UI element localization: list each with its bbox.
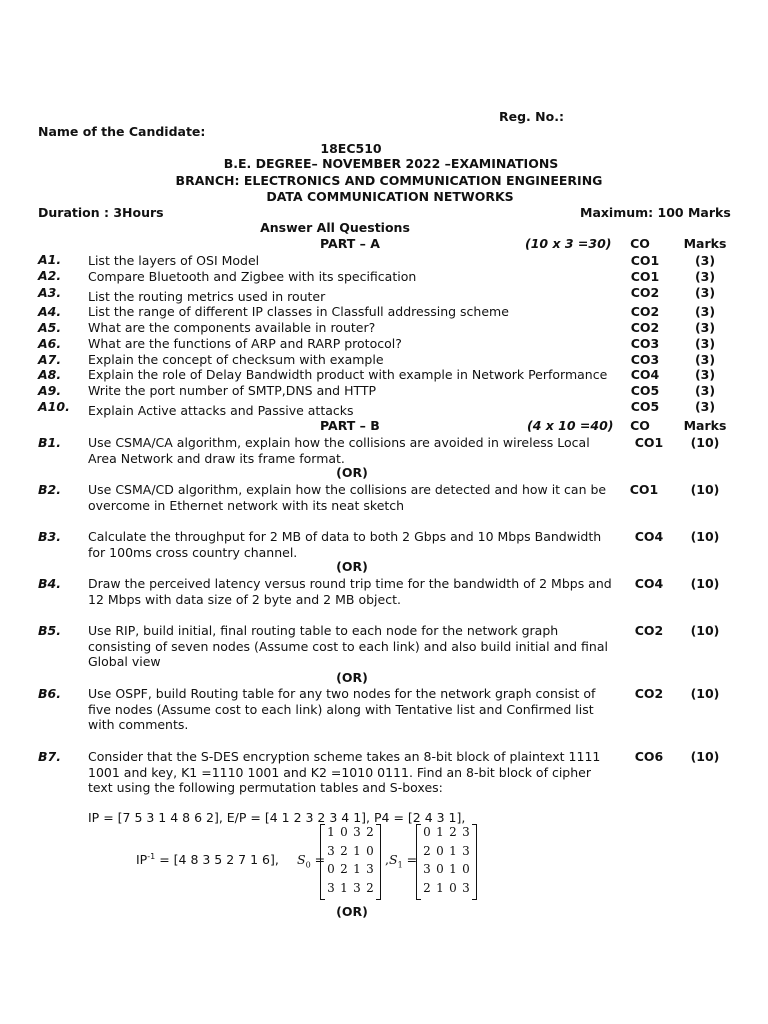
matrix-cell: 1 — [353, 862, 361, 876]
ip-inverse-sup: -1 — [147, 852, 156, 861]
question-marks: (3) — [694, 269, 716, 284]
question-text: Compare Bluetooth and Zigbee with its specification — [88, 269, 417, 284]
question-number: B4. — [38, 576, 61, 591]
question-co: CO6 — [634, 749, 664, 764]
question-number: A7. — [38, 352, 62, 367]
matrix-cell: 2 — [366, 880, 374, 895]
matrix-cell: 3 — [462, 843, 470, 858]
question-marks: (3) — [694, 336, 716, 351]
course-code: 18EC510 — [320, 141, 382, 156]
question-text: Explain the concept of checksum with example — [88, 352, 384, 367]
question-number: A5. — [38, 320, 62, 335]
question-text: List the layers of OSI Model — [88, 253, 260, 268]
matrix-cell: 0 — [423, 825, 431, 839]
question-marks: (10) — [690, 529, 720, 544]
matrix-cell: 3 — [462, 825, 470, 839]
ip-inverse-value: = [4 8 3 5 2 7 1 6], — [159, 852, 279, 868]
question-number: A10. — [38, 399, 70, 414]
question-line: Area Network and draw its frame format. — [88, 450, 345, 466]
exam-title: B.E. DEGREE– NOVEMBER 2022 –EXAMINATIONS — [223, 156, 559, 171]
instruction: Answer All Questions — [260, 220, 410, 235]
matrix-cell: 0 — [449, 880, 457, 895]
matrix-cell: 2 — [423, 880, 431, 895]
question-co: CO5 — [630, 383, 660, 398]
question-text: Explain Active attacks and Passive attacks — [88, 403, 354, 418]
question-line: text using the following permutation tables and S-boxes: — [88, 780, 443, 795]
question-line: Draw the perceived latency versus round trip time for the bandwidth of 2 Mbps and — [88, 576, 612, 591]
question-co: CO2 — [634, 623, 664, 638]
or-separator: (OR) — [336, 559, 368, 574]
part-b-scheme: (4 x 10 =40) — [527, 418, 614, 433]
question-line: for 100ms cross country channel. — [88, 544, 298, 560]
question-line: Calculate the throughput for 2 MB of data to both 2 Gbps and 10 Mbps Bandwidth — [88, 529, 602, 544]
question-marks: (10) — [690, 686, 720, 701]
question-text — [88, 482, 618, 513]
question-number: B7. — [38, 749, 61, 764]
matrix-cell: 1 — [436, 880, 444, 895]
s0-subscript: 0 — [305, 860, 311, 870]
question-marks: (10) — [690, 576, 720, 591]
matrix-cell: 0 — [327, 862, 335, 876]
question-marks: (3) — [694, 383, 716, 398]
question-marks: (10) — [690, 435, 720, 450]
subject-title: DATA COMMUNICATION NETWORKS — [266, 189, 514, 204]
matrix-cell: 0 — [436, 843, 444, 858]
question-co: CO1 — [630, 253, 660, 268]
or-separator: (OR) — [336, 465, 368, 480]
question-text — [88, 435, 618, 466]
question-number: A4. — [38, 304, 62, 319]
question-line: Use RIP, build initial, final routing table to each node for the network graph — [88, 623, 559, 638]
ip-inverse — [136, 852, 279, 867]
part-b-marks-header: Marks — [683, 418, 727, 433]
question-marks: (3) — [694, 367, 716, 382]
matrix-cell: 3 — [353, 880, 361, 895]
question-co: CO3 — [630, 352, 660, 367]
part-a-co-header: CO — [630, 236, 650, 251]
matrix-cell: 1 — [327, 825, 335, 839]
question-marks: (3) — [694, 320, 716, 335]
s1-letter: S — [388, 852, 398, 867]
question-marks: (10) — [690, 623, 720, 638]
matrix-cell: 1 — [449, 862, 457, 876]
question-text — [88, 529, 618, 560]
question-text: Explain the role of Delay Bandwidth product with example in Network Performance — [88, 367, 608, 382]
matrix-cell: 3 — [353, 825, 361, 839]
question-text: List the routing metrics used in router — [88, 289, 326, 304]
question-text: What are the functions of ARP and RARP protocol? — [88, 336, 402, 351]
duration: Duration : 3Hours — [38, 205, 164, 220]
s1-subscript: 1 — [397, 860, 403, 870]
question-co: CO4 — [634, 576, 664, 591]
question-line: consisting of seven nodes (Assume cost to each link) and also build initial and final — [88, 638, 608, 654]
question-text — [88, 576, 618, 607]
question-marks: (3) — [694, 253, 716, 268]
question-number: A2. — [38, 268, 62, 283]
matrix-cell: 1 — [436, 825, 444, 839]
part-b-co-header: CO — [630, 418, 650, 433]
s1-matrix — [416, 824, 478, 900]
question-number: A6. — [38, 336, 62, 351]
matrix-cell: 3 — [423, 862, 431, 876]
question-co: CO2 — [630, 304, 660, 319]
matrix-cell: 3 — [327, 843, 335, 858]
part-a-marks-header: Marks — [683, 236, 727, 251]
question-marks: (3) — [694, 304, 716, 319]
question-number: A8. — [38, 367, 62, 382]
question-marks: (3) — [694, 285, 716, 300]
matrix-cell: 1 — [353, 843, 361, 858]
matrix-cell: 2 — [423, 843, 431, 858]
question-text — [88, 686, 618, 733]
s0-label: $S_0$ = — [297, 852, 326, 870]
matrix-cell: 1 — [449, 843, 457, 858]
question-co: CO1 — [629, 482, 659, 497]
matrix-cell: 1 — [340, 880, 348, 895]
question-number: A1. — [38, 252, 62, 267]
question-co: CO2 — [630, 285, 660, 300]
question-co: CO1 — [630, 269, 660, 284]
question-line: five nodes (Assume cost to each link) along with Tentative list and Confirmed list — [88, 701, 594, 717]
question-line: with comments. — [88, 717, 189, 732]
permutation-line: IP = [7 5 3 1 4 8 6 2], E/P = [4 1 2 3 2 3 4 1], P4 = [2 4 3 1], — [88, 810, 466, 825]
question-line: overcome in Ethernet network with its neat sketch — [88, 497, 405, 513]
question-text — [88, 749, 618, 796]
question-co: CO5 — [630, 399, 660, 414]
max-marks: Maximum: 100 Marks — [580, 205, 731, 220]
question-line: Global view — [88, 654, 161, 669]
part-a-title: PART – A — [320, 236, 380, 251]
question-number: B5. — [38, 623, 61, 638]
or-separator: (OR) — [336, 904, 368, 919]
question-text: Write the port number of SMTP,DNS and HTTP — [88, 383, 377, 398]
candidate-name-label: Name of the Candidate: — [38, 124, 206, 139]
question-number: A9. — [38, 383, 62, 398]
matrix-cell: 2 — [366, 825, 374, 839]
question-line: Use CSMA/CD algorithm, explain how the collisions are detected and how it can be — [88, 482, 607, 497]
question-line: Consider that the S-DES encryption scheme takes an 8-bit block of plaintext 1111 — [88, 749, 601, 764]
ip-inverse-label: IP — [136, 852, 148, 868]
matrix-cell: 0 — [462, 862, 470, 876]
question-number: A3. — [38, 285, 62, 300]
question-co: CO2 — [634, 686, 664, 701]
part-b-title: PART – B — [320, 418, 380, 433]
question-marks: (10) — [690, 749, 720, 764]
question-line: Use OSPF, build Routing table for any two nodes for the network graph consist of — [88, 686, 596, 701]
question-text — [88, 623, 618, 670]
question-co: CO3 — [630, 336, 660, 351]
question-number: B3. — [38, 529, 61, 544]
question-line: 1001 and key, K1 =1110 1001 and K2 =1010 0111. Find an 8-bit block of cipher — [88, 764, 591, 780]
s1-label: $,S_1$ = — [385, 852, 418, 870]
s0-letter: S — [297, 852, 306, 867]
matrix-cell: 0 — [340, 825, 348, 839]
question-text: What are the components available in router? — [88, 320, 376, 335]
matrix-cell: 3 — [462, 880, 470, 895]
matrix-cell: 2 — [449, 825, 457, 839]
s0-matrix — [320, 824, 382, 900]
part-a-scheme: (10 x 3 =30) — [525, 236, 612, 251]
question-line: 12 Mbps with data size of 2 byte and 2 MB object. — [88, 591, 401, 607]
question-number: B6. — [38, 686, 61, 701]
question-marks: (3) — [694, 399, 716, 414]
question-marks: (3) — [694, 352, 716, 367]
matrix-cell: 3 — [366, 862, 374, 876]
question-co: CO2 — [630, 320, 660, 335]
or-separator: (OR) — [336, 670, 368, 685]
question-co: CO4 — [630, 367, 660, 382]
question-co: CO4 — [634, 529, 664, 544]
question-co: CO1 — [634, 435, 664, 450]
question-marks: (10) — [690, 482, 720, 497]
question-line: Use CSMA/CA algorithm, explain how the collisions are avoided in wireless Local — [88, 435, 590, 450]
matrix-cell: 0 — [366, 843, 374, 858]
reg-no-label: Reg. No.: — [499, 109, 564, 124]
question-number: B1. — [38, 435, 61, 450]
branch-title: BRANCH: ELECTRONICS AND COMMUNICATION ENGINEERING — [175, 173, 603, 188]
matrix-cell: 0 — [436, 862, 444, 876]
matrix-cell: 3 — [327, 880, 335, 895]
question-text: List the range of different IP classes in Classfull addressing scheme — [88, 304, 509, 319]
matrix-cell: 2 — [340, 843, 348, 858]
question-number: B2. — [38, 482, 61, 497]
matrix-cell: 2 — [340, 862, 348, 876]
